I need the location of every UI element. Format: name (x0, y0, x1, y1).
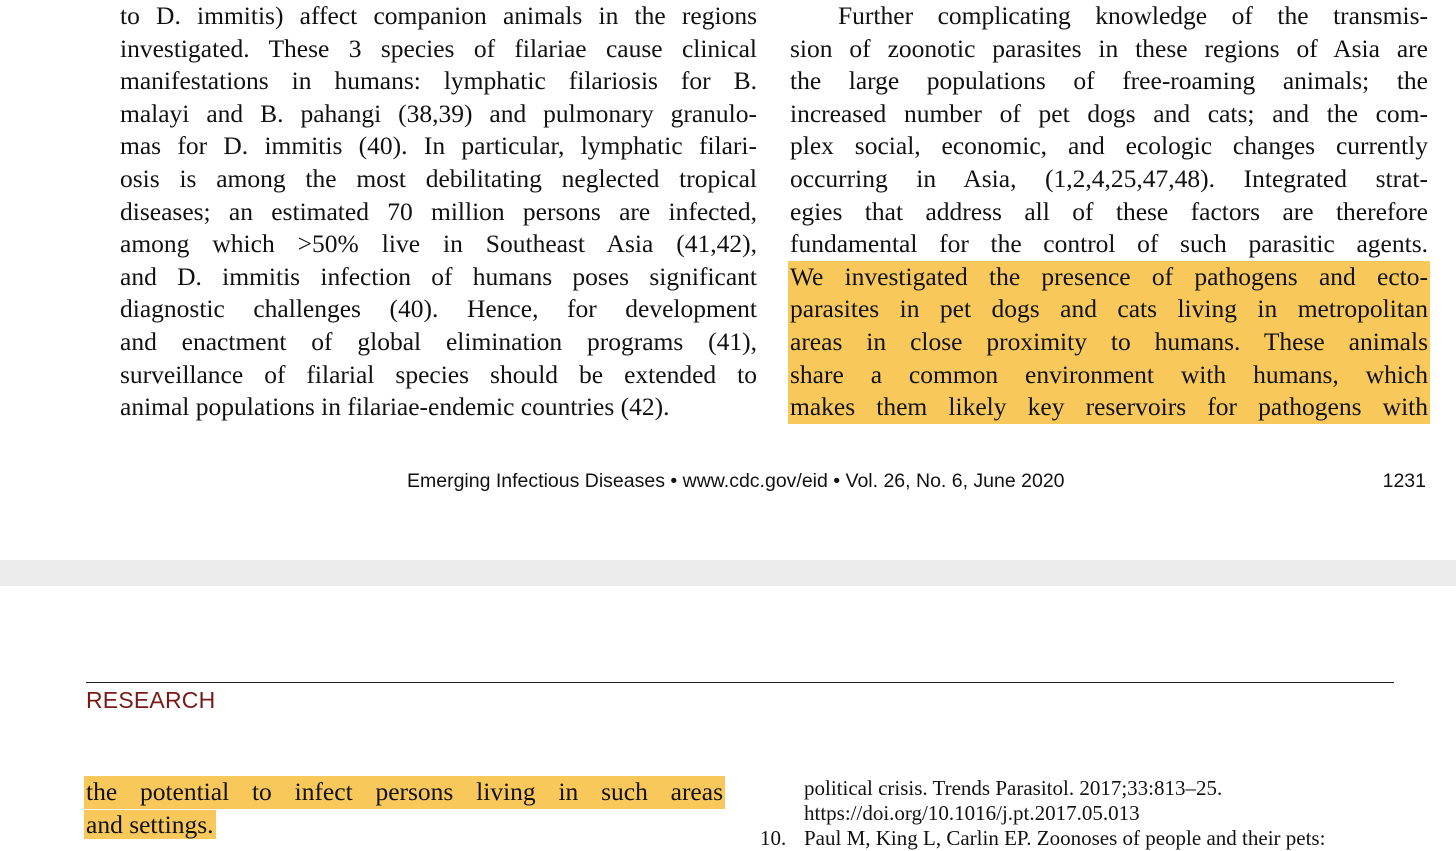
page-gap (0, 560, 1456, 586)
text-line: and D. immitis infection of humans poses significant (120, 261, 757, 291)
reference-link[interactable]: https://doi.org/10.1016/j.pt.2017.05.013 (804, 801, 1140, 825)
next-page-left-column (86, 776, 723, 841)
highlighted-line[interactable]: parasites in pet dogs and cats living in metropolitan (788, 293, 1430, 326)
highlighted-line[interactable]: share a common environment with humans, which (788, 359, 1430, 392)
right-text-column (790, 0, 1428, 424)
text-line: diagnostic challenges (40). Hence, for development (120, 294, 757, 324)
highlighted-line-wrap (86, 809, 723, 842)
reference-number: 10. (760, 826, 787, 850)
text-line: among which >50% live in Southeast Asia (41,42), (120, 229, 757, 259)
page-number: 1231 (1382, 470, 1426, 492)
left-text-column (120, 0, 757, 424)
text-line: investigated. These 3 species of filariae cause clinical (120, 33, 757, 63)
text-line: malayi and B. pahangi (38,39) and pulmonary granulo- (120, 98, 757, 128)
text-line: and enactment of global elimination programs (41), (120, 326, 757, 356)
text-line: to D. immitis) affect companion animals in the regions (120, 1, 757, 30)
text-line: sion of zoonotic parasites in these regions of Asia are (790, 33, 1428, 63)
highlighted-line[interactable]: makes them likely key reservoirs for pathogens with (788, 391, 1430, 424)
text-line: animal populations in filariae-endemic countries (42). (120, 392, 670, 422)
journal-footer: Emerging Infectious Diseases • www.cdc.gov/eid • Vol. 26, No. 6, June 2020 (407, 470, 1065, 492)
header-rule (86, 682, 1394, 683)
reference-line: political crisis. Trends Parasitol. 2017;33:813–25. (804, 776, 1223, 800)
reference-line: Paul M, King L, Carlin EP. Zoonoses of people and their pets: (804, 826, 1326, 850)
reference-list (760, 776, 1400, 851)
text-line: fundamental for the control of such parasitic agents. (790, 229, 1428, 259)
text-line: surveillance of filarial species should be extended to (120, 359, 757, 389)
reference-item (760, 826, 1400, 851)
text-line: egies that address all of these factors are therefore (790, 196, 1428, 226)
highlighted-line[interactable]: We investigated the presence of pathogens and ecto- (788, 261, 1430, 294)
highlighted-line[interactable]: and settings. (86, 809, 214, 839)
text-line: the large populations of free-roaming animals; the (790, 66, 1428, 96)
text-line: Further complicating knowledge of the transmis- (838, 1, 1428, 30)
text-line: increased number of pet dogs and cats; and the com- (790, 98, 1428, 128)
text-line: diseases; an estimated 70 million persons are infected, (120, 196, 757, 226)
section-label: RESEARCH (86, 687, 216, 713)
text-line: occurring in Asia, (1,2,4,25,47,48). Integrated strat- (790, 163, 1428, 193)
text-line: mas for D. immitis (40). In particular, lymphatic filari- (120, 131, 757, 161)
text-line: manifestations in humans: lymphatic filariosis for B. (120, 66, 757, 96)
text-line: plex social, economic, and ecologic changes currently (790, 131, 1428, 161)
highlighted-line[interactable]: areas in close proximity to humans. These animals (788, 326, 1430, 359)
text-line: osis is among the most debilitating neglected tropical (120, 163, 757, 193)
highlighted-line[interactable]: the potential to infect persons living in such areas (84, 776, 725, 809)
